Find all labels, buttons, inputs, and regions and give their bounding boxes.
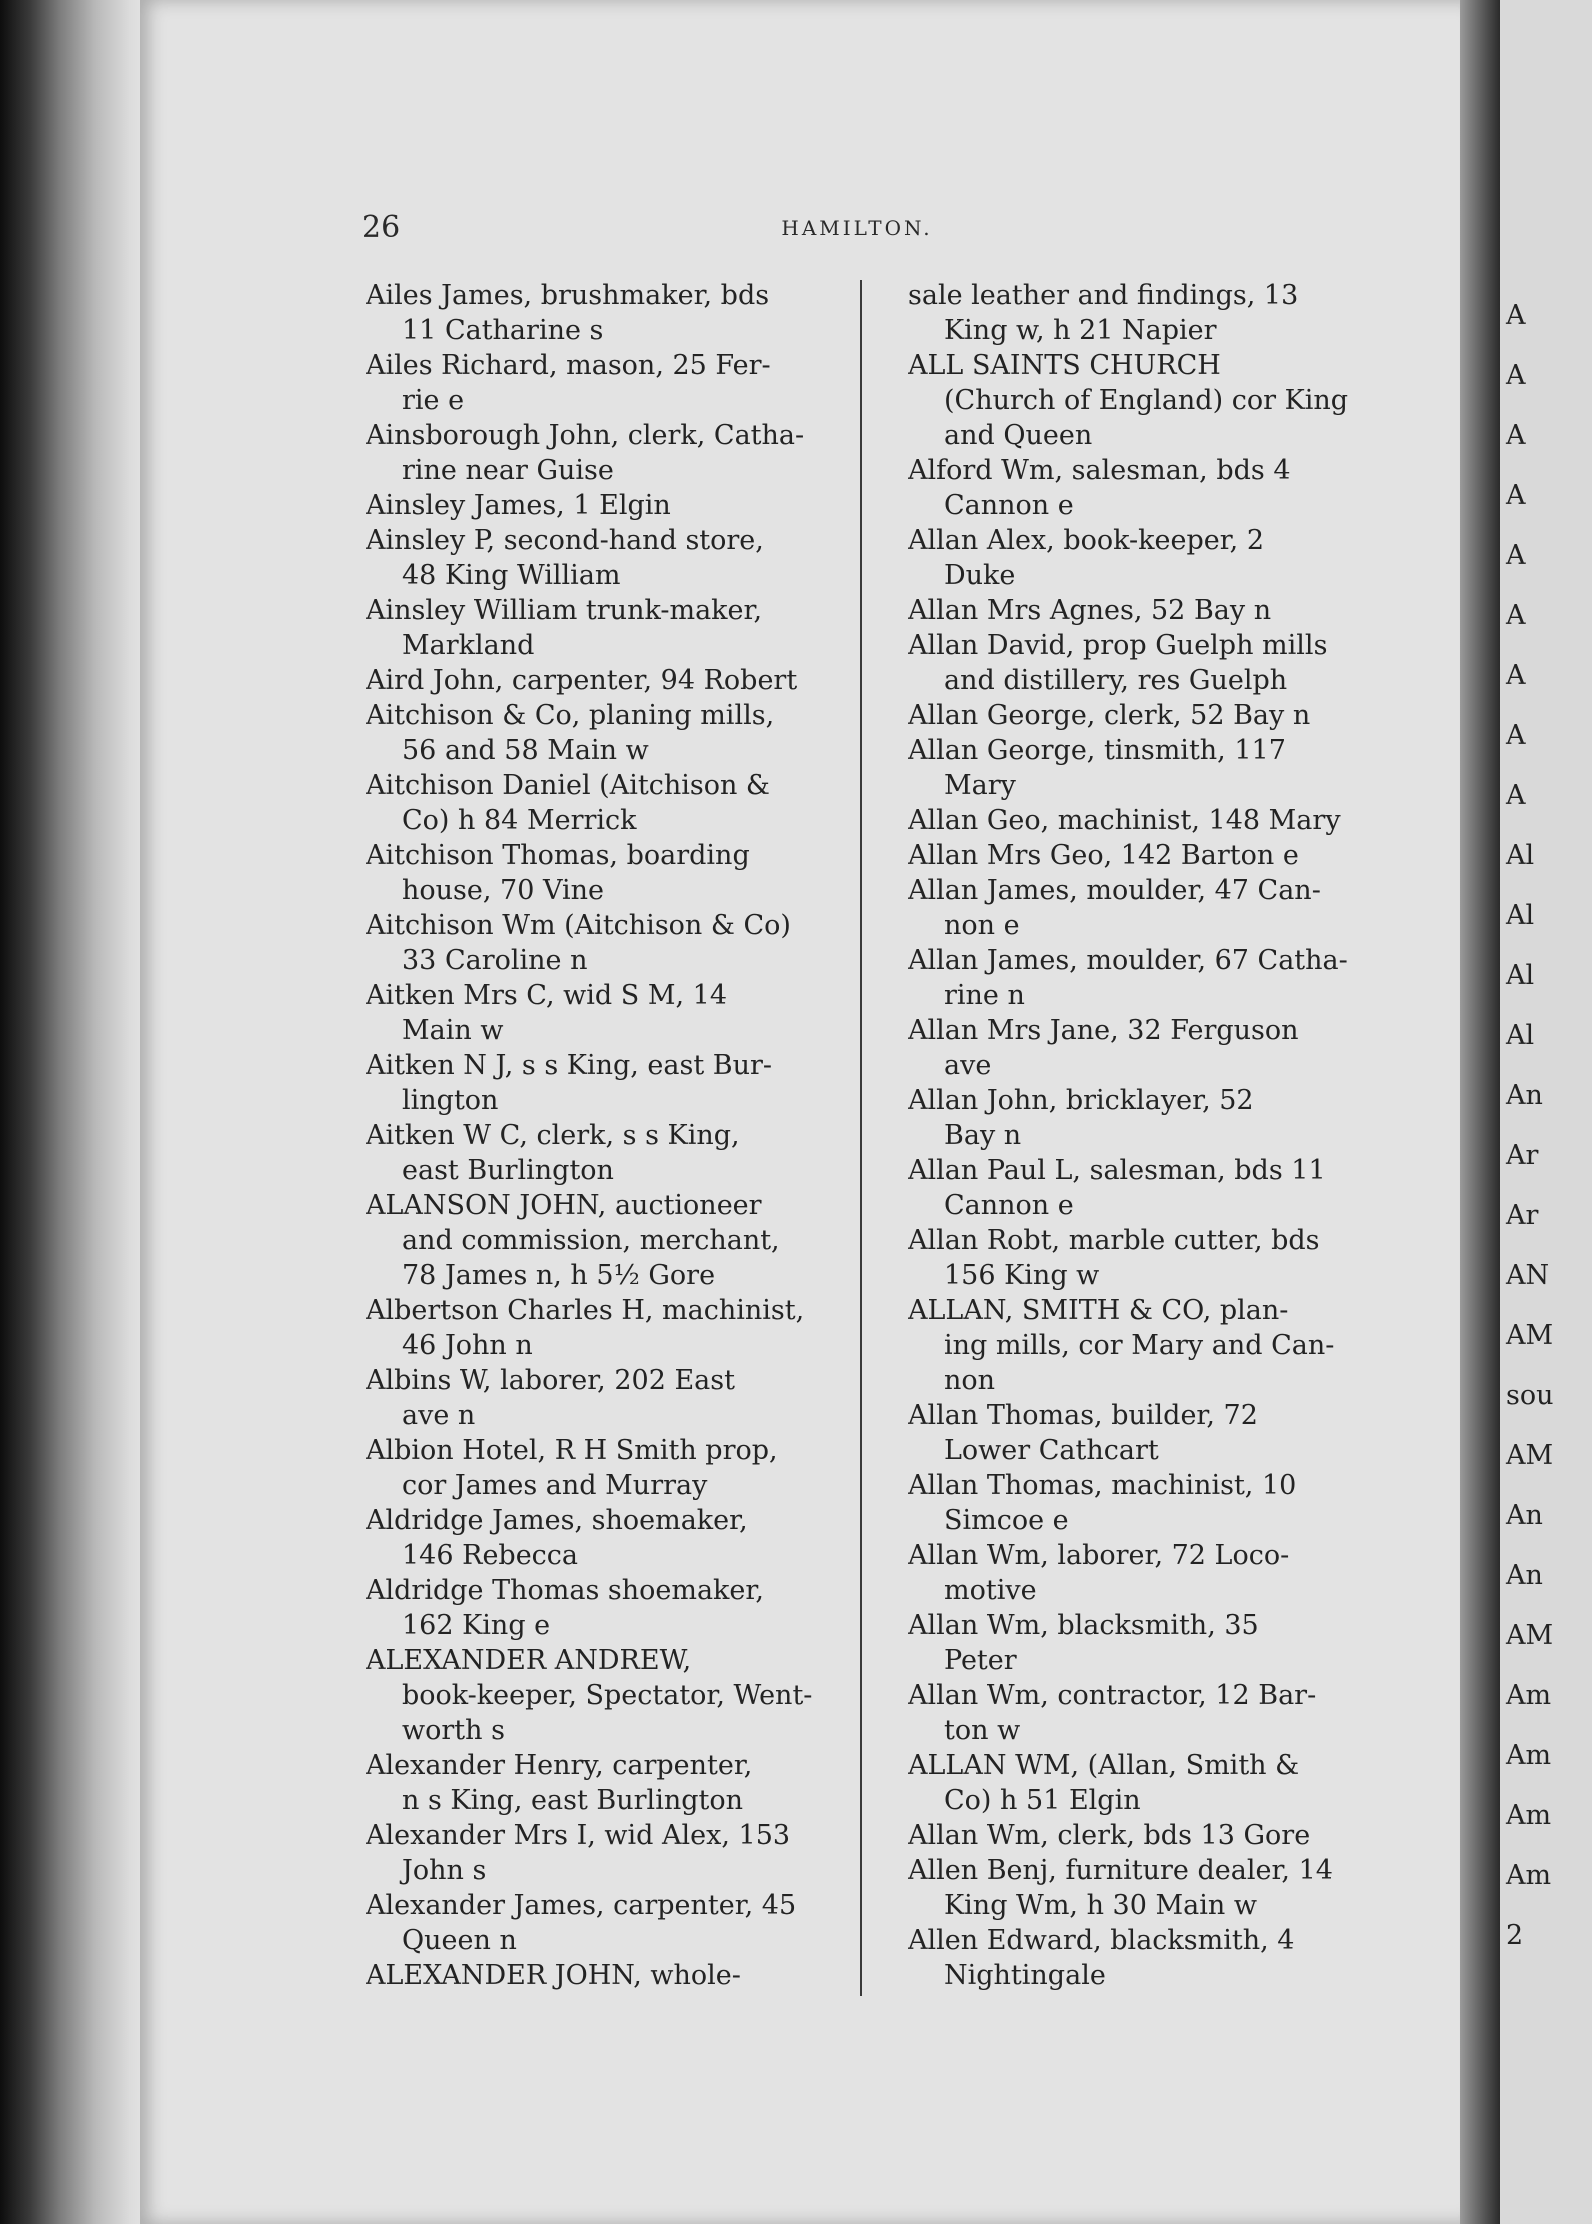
entry-line: Allan Wm, contractor, 12 Bar- [908,1680,1317,1711]
entry-continuation: lington [402,1085,499,1116]
entry-line: ALEXANDER JOHN, whole- [366,1960,741,1991]
entry-line: Allan Mrs Agnes, 52 Bay n [908,595,1272,626]
directory-entry [908,1818,1350,1853]
next-page-fragment: Al [1506,1020,1535,1051]
directory-entry [366,348,840,418]
directory-entry [908,1853,1350,1923]
book-spine-edge [0,0,150,2224]
directory-entry [908,1678,1350,1748]
next-page-fragment: An [1506,1500,1543,1531]
directory-entry [366,1433,840,1503]
entry-continuation: 146 Rebecca [402,1540,579,1571]
next-page-fragment: A [1506,300,1526,331]
entry-continuation: non e [944,910,1020,941]
directory-entry [366,838,840,908]
entry-continuation: n s King, east Burlington [402,1785,743,1816]
next-page-fragment: Al [1506,960,1535,991]
entry-continuation: Cannon e [944,490,1074,521]
entry-line: Ainsley P, second-hand store, [366,525,764,556]
next-page-fragment: A [1506,600,1526,631]
directory-entry [908,1398,1350,1468]
entry-line: Aitchison Thomas, boarding [366,840,750,871]
entry-line: Ainsley William trunk-maker, [366,595,763,626]
entry-continuation: King Wm, h 30 Main w [944,1890,1257,1921]
directory-entry [366,1363,840,1433]
entry-continuation: ave [944,1050,992,1081]
entry-line: Allan James, moulder, 67 Catha- [908,945,1348,976]
entry-continuation: rie e [402,385,465,416]
entry-line: Allan Thomas, builder, 72 [908,1400,1258,1431]
entry-continuation: motive [944,1575,1037,1606]
next-page-fragment: An [1506,1560,1543,1591]
directory-entry [366,1503,840,1573]
directory-entry [366,1293,840,1363]
directory-entry [366,1748,840,1818]
entry-continuation: Bay n [944,1120,1022,1151]
directory-entry [908,1013,1350,1083]
directory-entry [366,978,840,1048]
next-page-fragment: A [1506,660,1526,691]
directory-entry [908,593,1350,628]
entry-line: Albertson Charles H, machinist, [366,1295,805,1326]
entry-continuation: rine near Guise [402,455,614,486]
directory-entry [366,1888,840,1958]
entry-line: Aitken N J, s s King, east Bur- [366,1050,773,1081]
entry-continuation: Cannon e [944,1190,1074,1221]
entry-continuation: 48 King William [402,560,621,591]
entry-line: Aitchison & Co, planing mills, [366,700,775,731]
entry-line: ALLAN, SMITH & CO, plan- [908,1295,1289,1326]
page-header [362,210,1352,250]
directory-entry [366,523,840,593]
directory-entry [908,1923,1350,1993]
entry-continuation: house, 70 Vine [402,875,604,906]
entry-line: Aitchison Wm (Aitchison & Co) [366,910,791,941]
directory-entry [908,698,1350,733]
entry-line: Allan Wm, laborer, 72 Loco- [908,1540,1290,1571]
directory-entry [908,1083,1350,1153]
entry-line: ALL SAINTS CHURCH [908,350,1221,381]
page-gutter [1460,0,1500,2224]
next-page-fragment: AN [1506,1260,1550,1291]
entry-continuation: 46 John n [402,1330,533,1361]
directory-entry [366,768,840,838]
entry-line: Allen Edward, blacksmith, 4 [908,1925,1295,1956]
directory-entry [908,873,1350,943]
right-column [908,278,1350,1993]
directory-entry [908,523,1350,593]
next-page-fragment: Ar [1506,1140,1539,1171]
entry-continuation: 11 Catharine s [402,315,604,346]
next-page-fragment: A [1506,420,1526,451]
next-page-fragment: Am [1506,1860,1552,1891]
directory-entry [908,1468,1350,1538]
next-page-fragment: Al [1506,900,1535,931]
entry-continuation: John s [402,1855,487,1886]
entry-line: Allen Benj, furniture dealer, 14 [908,1855,1333,1886]
directory-entry [908,803,1350,838]
directory-entry [366,1573,840,1643]
entry-line: Allan Wm, clerk, bds 13 Gore [908,1820,1311,1851]
entry-line: Allan John, bricklayer, 52 [908,1085,1254,1116]
next-page-fragment: A [1506,360,1526,391]
entry-continuation: worth s [402,1715,505,1746]
directory-entry [366,1118,840,1188]
entry-line: Aird John, carpenter, 94 Robert [366,665,798,696]
next-page-fragment: Am [1506,1740,1552,1771]
entry-continuation: 162 King e [402,1610,551,1641]
entry-continuation: Mary [944,770,1016,801]
entry-line: Ainsley James, 1 Elgin [366,490,671,521]
directory-entry [908,1538,1350,1608]
entry-line: Alford Wm, salesman, bds 4 [908,455,1291,486]
entry-continuation: Markland [402,630,535,661]
entry-line: Allan David, prop Guelph mills [908,630,1328,661]
entry-line: Allan Mrs Geo, 142 Barton e [908,840,1299,871]
next-page-edge [1500,0,1592,2224]
directory-entry [366,593,840,663]
next-page-fragment: Am [1506,1800,1552,1831]
entry-line: Albion Hotel, R H Smith prop, [366,1435,778,1466]
entry-continuation: 78 James n, h 5½ Gore [402,1260,716,1291]
directory-entry [908,943,1350,1013]
next-page-fragment: Am [1506,1680,1552,1711]
entry-continuation: Simcoe e [944,1505,1069,1536]
entry-continuation: non [944,1365,996,1396]
next-page-fragment: A [1506,720,1526,751]
entry-line: Allan Mrs Jane, 32 Ferguson [908,1015,1299,1046]
directory-entry [908,278,1350,348]
directory-entry [908,453,1350,523]
entry-continuation: cor James and Murray [402,1470,708,1501]
entry-continuation: (Church of England) cor King [944,385,1349,416]
entry-continuation: east Burlington [402,1155,614,1186]
entry-line: Ailes Richard, mason, 25 Fer- [366,350,771,381]
entry-line: Allan Robt, marble cutter, bds [908,1225,1320,1256]
entry-continuation: Main w [402,1015,504,1046]
entry-continuation: 33 Caroline n [402,945,588,976]
next-page-fragment: An [1506,1080,1543,1111]
entry-continuation: Co) h 51 Elgin [944,1785,1141,1816]
entry-line: ALLAN WM, (Allan, Smith & [908,1750,1300,1781]
entry-line: Aldridge Thomas shoemaker, [366,1575,764,1606]
entry-continuation: and distillery, res Guelph [944,665,1288,696]
entry-line: Allan George, tinsmith, 117 [908,735,1286,766]
next-page-fragment: AM [1506,1320,1554,1351]
directory-entry [908,1293,1350,1398]
entry-line: Ainsborough John, clerk, Catha- [366,420,805,451]
entry-continuation: Queen n [402,1925,517,1956]
left-column [366,278,840,1993]
entry-continuation: and commission, merchant, [402,1225,780,1256]
directory-entry [366,488,840,523]
entry-line: ALANSON JOHN, auctioneer [366,1190,762,1221]
entry-line: Alexander James, carpenter, 45 [366,1890,797,1921]
next-page-fragment: A [1506,540,1526,571]
next-page-fragment: A [1506,780,1526,811]
directory-entry [366,698,840,768]
entry-continuation: ave n [402,1400,476,1431]
entry-line: Aldridge James, shoemaker, [366,1505,748,1536]
directory-entry [366,663,840,698]
directory-entry [366,1048,840,1118]
next-page-fragment: sou [1506,1380,1554,1411]
entry-line: Allan Alex, book-keeper, 2 [908,525,1265,556]
entry-continuation: Co) h 84 Merrick [402,805,637,836]
directory-entry [908,1223,1350,1293]
entry-line: Ailes James, brushmaker, bds [366,280,770,311]
next-page-fragment: Al [1506,840,1535,871]
column-divider [860,280,862,1996]
entry-line: Aitken Mrs C, wid S M, 14 [366,980,728,1011]
next-page-fragment: 2 [1506,1920,1524,1951]
running-head: HAMILTON. [781,216,933,240]
directory-entry [366,278,840,348]
entry-continuation: and Queen [944,420,1093,451]
next-page-fragment: A [1506,480,1526,511]
next-page-fragment: AM [1506,1440,1554,1471]
entry-continuation: Peter [944,1645,1017,1676]
directory-entry [366,1958,840,1993]
entry-continuation: 156 King w [944,1260,1100,1291]
directory-entry [366,1643,840,1748]
entry-line: Allan George, clerk, 52 Bay n [908,700,1311,731]
entry-line: Allan Paul L, salesman, bds 11 [908,1155,1326,1186]
next-page-fragment: AM [1506,1620,1554,1651]
entry-line: Allan Wm, blacksmith, 35 [908,1610,1259,1641]
entry-line: sale leather and findings, 13 [908,280,1299,311]
directory-entry [366,418,840,488]
entry-line: Allan Geo, machinist, 148 Mary [908,805,1341,836]
directory-entry [366,908,840,978]
entry-line: Aitchison Daniel (Aitchison & [366,770,770,801]
entry-continuation: Nightingale [944,1960,1106,1991]
page-number: 26 [362,210,401,245]
directory-entry [908,628,1350,698]
entry-line: Alexander Henry, carpenter, [366,1750,753,1781]
entry-line: Allan Thomas, machinist, 10 [908,1470,1297,1501]
entry-continuation: book-keeper, Spectator, Went- [402,1680,813,1711]
directory-entry [908,733,1350,803]
entry-continuation: Lower Cathcart [944,1435,1159,1466]
entry-continuation: rine n [944,980,1025,1011]
entry-line: Alexander Mrs I, wid Alex, 153 [366,1820,791,1851]
directory-entry [908,1153,1350,1223]
entry-line: Albins W, laborer, 202 East [366,1365,735,1396]
directory-entry [366,1188,840,1293]
directory-entry [908,348,1350,453]
next-page-fragment: Ar [1506,1200,1539,1231]
directory-entry [366,1818,840,1888]
directory-entry [908,1748,1350,1818]
entry-continuation: ton w [944,1715,1021,1746]
entry-continuation: 56 and 58 Main w [402,735,649,766]
entry-continuation: ing mills, cor Mary and Can- [944,1330,1335,1361]
directory-entry [908,838,1350,873]
entry-continuation: Duke [944,560,1016,591]
entry-line: Allan James, moulder, 47 Can- [908,875,1321,906]
entry-continuation: King w, h 21 Napier [944,315,1217,346]
directory-entry [908,1608,1350,1678]
entry-line: ALEXANDER ANDREW, [366,1645,692,1676]
entry-line: Aitken W C, clerk, s s King, [366,1120,740,1151]
